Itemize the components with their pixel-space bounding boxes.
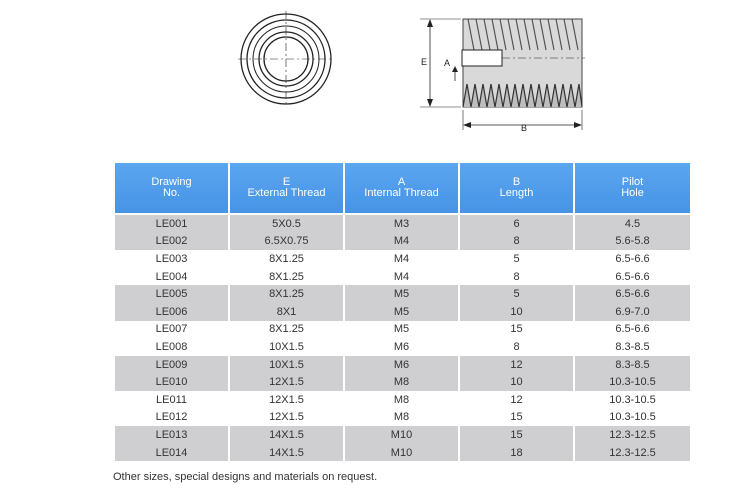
cell-pilot-hole: 8.3-8.5: [575, 356, 690, 374]
dimension-label-b: B: [520, 123, 528, 133]
header-drawing-no: Drawing No.: [115, 163, 228, 215]
cell-external-thread: 10X1.5: [230, 338, 343, 356]
cell-internal-thread: M4: [345, 233, 458, 251]
cell-pilot-hole: 10.3-10.5: [575, 373, 690, 391]
cell-external-thread: 12X1.5: [230, 373, 343, 391]
cell-external-thread: 8X1: [230, 303, 343, 321]
cell-pilot-hole: 5.6-5.8: [575, 233, 690, 251]
header-length: B Length: [460, 163, 573, 215]
cell-pilot-hole: 4.5: [575, 215, 690, 233]
cell-external-thread: 6.5X0.75: [230, 233, 343, 251]
cell-external-thread: 12X1.5: [230, 409, 343, 427]
cell-internal-thread: M4: [345, 268, 458, 286]
cell-drawing-no: LE012: [115, 409, 228, 427]
table-row: [115, 215, 690, 233]
cell-internal-thread: M4: [345, 250, 458, 268]
spec-table: [113, 163, 692, 461]
cell-external-thread: 14X1.5: [230, 444, 343, 462]
cell-length: 8: [460, 268, 573, 286]
cell-length: 12: [460, 391, 573, 409]
cell-external-thread: 5X0.5: [230, 215, 343, 233]
cell-drawing-no: LE005: [115, 285, 228, 303]
cell-pilot-hole: 12.3-12.5: [575, 426, 690, 444]
cell-drawing-no: LE009: [115, 356, 228, 374]
header-external-thread: E External Thread: [230, 163, 343, 215]
cell-internal-thread: M10: [345, 426, 458, 444]
dimension-label-a: A: [443, 58, 451, 68]
cell-length: 18: [460, 444, 573, 462]
table-header-row: [115, 163, 690, 215]
table-row: [115, 409, 690, 427]
cell-drawing-no: LE011: [115, 391, 228, 409]
cell-pilot-hole: 6.9-7.0: [575, 303, 690, 321]
cell-drawing-no: LE013: [115, 426, 228, 444]
cell-drawing-no: LE003: [115, 250, 228, 268]
header-pilot-hole: Pilot Hole: [575, 163, 690, 215]
cell-drawing-no: LE004: [115, 268, 228, 286]
cell-length: 8: [460, 338, 573, 356]
table-row: [115, 303, 690, 321]
cell-pilot-hole: 10.3-10.5: [575, 409, 690, 427]
cell-drawing-no: LE001: [115, 215, 228, 233]
cell-drawing-no: LE006: [115, 303, 228, 321]
table-row: [115, 285, 690, 303]
table-row: [115, 233, 690, 251]
cell-length: 6: [460, 215, 573, 233]
cell-length: 12: [460, 356, 573, 374]
cell-length: 5: [460, 250, 573, 268]
cell-internal-thread: M10: [345, 444, 458, 462]
table-row: [115, 356, 690, 374]
cell-external-thread: 8X1.25: [230, 285, 343, 303]
front-view: [238, 11, 334, 107]
cell-internal-thread: M5: [345, 285, 458, 303]
cell-internal-thread: M8: [345, 409, 458, 427]
cell-pilot-hole: 6.5-6.6: [575, 285, 690, 303]
cell-internal-thread: M5: [345, 321, 458, 339]
header-internal-thread: A Internal Thread: [345, 163, 458, 215]
cell-external-thread: 8X1.25: [230, 250, 343, 268]
cell-external-thread: 8X1.25: [230, 268, 343, 286]
table-row: [115, 373, 690, 391]
table-row: [115, 444, 690, 462]
cell-drawing-no: LE002: [115, 233, 228, 251]
cell-length: 8: [460, 233, 573, 251]
footnote: Other sizes, special designs and materials on request.: [113, 471, 378, 483]
cell-length: 10: [460, 303, 573, 321]
cell-drawing-no: LE014: [115, 444, 228, 462]
technical-drawing: [0, 0, 750, 160]
cell-drawing-no: LE010: [115, 373, 228, 391]
cell-pilot-hole: 6.5-6.6: [575, 268, 690, 286]
cell-length: 15: [460, 426, 573, 444]
table-row: [115, 250, 690, 268]
cell-length: 15: [460, 409, 573, 427]
table-row: [115, 391, 690, 409]
cell-internal-thread: M8: [345, 373, 458, 391]
cell-external-thread: 10X1.5: [230, 356, 343, 374]
table-row: [115, 321, 690, 339]
cell-external-thread: 14X1.5: [230, 426, 343, 444]
cell-internal-thread: M6: [345, 356, 458, 374]
cell-external-thread: 8X1.25: [230, 321, 343, 339]
cell-internal-thread: M8: [345, 391, 458, 409]
cell-length: 15: [460, 321, 573, 339]
cell-pilot-hole: 6.5-6.6: [575, 321, 690, 339]
cell-internal-thread: M5: [345, 303, 458, 321]
table-row: [115, 426, 690, 444]
cell-drawing-no: LE008: [115, 338, 228, 356]
cell-pilot-hole: 8.3-8.5: [575, 338, 690, 356]
cell-drawing-no: LE007: [115, 321, 228, 339]
cell-pilot-hole: 10.3-10.5: [575, 391, 690, 409]
cell-pilot-hole: 12.3-12.5: [575, 444, 690, 462]
table-row: [115, 268, 690, 286]
cell-length: 5: [460, 285, 573, 303]
cell-external-thread: 12X1.5: [230, 391, 343, 409]
cell-internal-thread: M3: [345, 215, 458, 233]
cell-pilot-hole: 6.5-6.6: [575, 250, 690, 268]
table-row: [115, 338, 690, 356]
cell-length: 10: [460, 373, 573, 391]
side-view: [420, 19, 585, 130]
dimension-label-e: E: [420, 57, 428, 67]
cell-internal-thread: M6: [345, 338, 458, 356]
